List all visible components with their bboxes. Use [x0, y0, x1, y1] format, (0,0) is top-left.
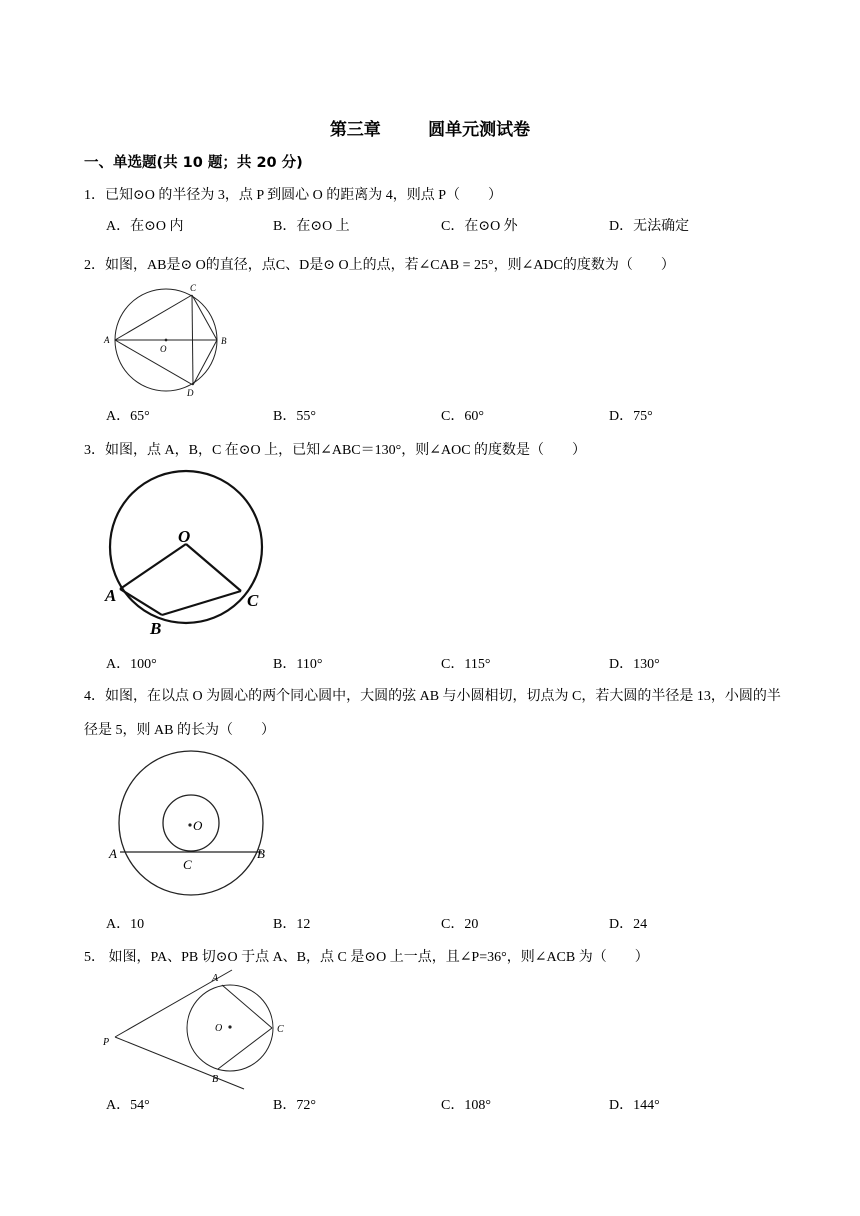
question-2-stem: 2．如图，AB是⊙ O的直径，点C、D是⊙ O上的点，若∠CAB = 25°，则∠ADC的度数为（ ）	[84, 258, 675, 273]
label-c: C	[190, 283, 197, 293]
label-a: A	[105, 586, 117, 605]
label-b: B	[150, 619, 162, 638]
question-3-stem: 3．如图，点 A，B，C 在⊙O 上，已知∠ABC＝130°，则∠AOC 的度数是（ ）	[84, 443, 587, 458]
question-1-option-b: B．在⊙O 上	[273, 219, 350, 234]
question-2-option-c: C．60°	[441, 409, 484, 424]
label-a: A	[109, 846, 117, 861]
label-b: B	[257, 846, 265, 861]
question-2-option-b: B．55°	[273, 409, 316, 424]
section-heading: 一、单选题(共 10 题；共 20 分)	[84, 155, 303, 171]
question-4-option-b: B．12	[273, 917, 311, 932]
question-4-option-c: C．20	[441, 917, 479, 932]
label-o: O	[178, 527, 191, 546]
question-1-option-a: A．在⊙O 内	[106, 219, 184, 234]
label-b: B	[221, 336, 227, 346]
page-title: 第三章 圆单元测试卷	[329, 120, 531, 140]
question-4-stem: 4．如图，在以点 O 为圆心的两个同心圆中，大圆的弦 AB 与小圆相切，切点为 C，若大圆的半径是 13，小圆的半径是 5，则 AB 的长为（ ）	[84, 689, 781, 738]
label-o: O	[215, 1023, 223, 1034]
question-3-option-a: A．100°	[106, 657, 157, 672]
question-3-option-b: B．110°	[273, 657, 323, 672]
question-3-option-d: D．130°	[609, 657, 660, 672]
question-5-option-c: C．108°	[441, 1098, 491, 1113]
label-o: O	[193, 818, 203, 833]
question-2-option-d: D．75°	[609, 409, 653, 424]
question-5-option-d: D．144°	[609, 1098, 660, 1113]
question-5-option-b: B．72°	[273, 1098, 316, 1113]
question-4-figure	[100, 750, 280, 900]
question-4-option-d: D．24	[609, 917, 648, 932]
question-1-option-c: C．在⊙O 外	[441, 219, 518, 234]
question-3-figure	[100, 465, 280, 641]
label-a: A	[212, 973, 219, 984]
label-p: P	[103, 1037, 110, 1048]
question-1-option-d: D．无法确定	[609, 219, 690, 234]
question-1-stem: 1．已知⊙O 的半径为 3，点 P 到圆心 O 的距离为 4，则点 P（ ）	[84, 188, 503, 203]
label-c: C	[247, 591, 259, 610]
label-b: B	[212, 1074, 219, 1085]
question-2-figure	[100, 282, 240, 400]
question-5-figure	[100, 965, 300, 1090]
question-3-option-c: C．115°	[441, 657, 491, 672]
question-2-option-a: A．65°	[106, 409, 150, 424]
question-5-stem: 5． 如图，PA、PB 切⊙O 于点 A、B，点 C 是⊙O 上一点，且∠P=36°，则∠ACB 为（ ）	[84, 950, 649, 965]
question-4-option-a: A．10	[106, 917, 145, 932]
question-5-option-a: A．54°	[106, 1098, 150, 1113]
label-a: A	[104, 335, 110, 345]
label-o: O	[160, 344, 167, 354]
label-c: C	[183, 857, 192, 872]
label-d: D	[187, 388, 194, 398]
label-c: C	[277, 1024, 284, 1035]
